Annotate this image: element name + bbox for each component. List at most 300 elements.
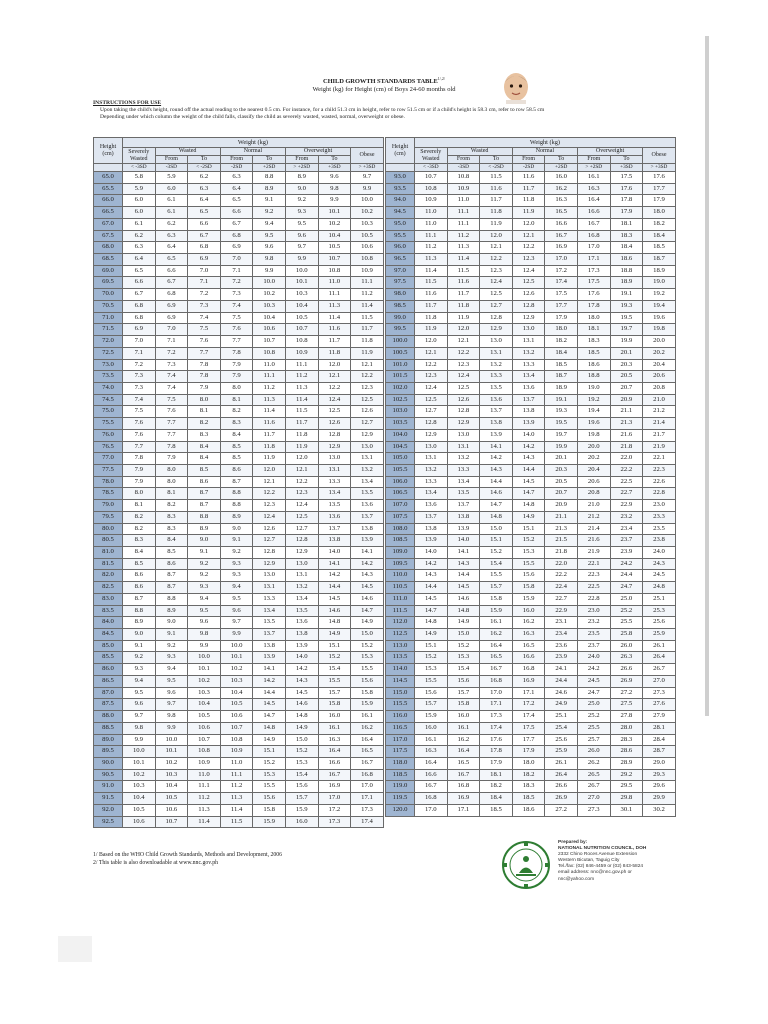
height-cell: 87.5 (94, 699, 123, 711)
weight-cell: 24.2 (577, 664, 610, 676)
table-row (94, 324, 384, 336)
height-cell: 107.0 (386, 500, 415, 512)
weight-cell: 25.5 (610, 617, 643, 629)
weight-cell: 7.9 (220, 371, 253, 383)
weight-cell: 17.2 (512, 699, 545, 711)
to-header: To (480, 156, 513, 164)
weight-cell: 9.7 (351, 172, 384, 184)
weight-cell: 19.2 (577, 394, 610, 406)
weight-cell: 19.6 (577, 418, 610, 430)
height-cell: 70.5 (94, 300, 123, 312)
weight-cell: 11.6 (512, 172, 545, 184)
weight-cell: 12.5 (351, 394, 384, 406)
weight-cell: 6.3 (123, 242, 156, 254)
weight-cell: 7.7 (220, 336, 253, 348)
weight-cell: 9.1 (123, 640, 156, 652)
from-header: From (447, 156, 480, 164)
weight-cell: 16.4 (351, 734, 384, 746)
table-row (94, 265, 384, 277)
weight-cell: 14.1 (253, 664, 286, 676)
weight-cell: 28.6 (610, 746, 643, 758)
weight-cell: 8.1 (155, 488, 188, 500)
weight-cell: 13.6 (285, 617, 318, 629)
height-cell: 92.5 (94, 816, 123, 828)
weight-cell: 16.9 (318, 781, 351, 793)
weight-cell: 9.4 (123, 675, 156, 687)
weight-cell: 23.4 (610, 523, 643, 535)
weight-cell: 11.4 (285, 394, 318, 406)
weight-cell: 26.4 (545, 769, 578, 781)
weight-cell: 11.5 (285, 406, 318, 418)
weight-cell: 13.6 (351, 500, 384, 512)
weight-cell: 8.7 (155, 570, 188, 582)
weight-cell: 8.4 (220, 429, 253, 441)
table-row (386, 664, 676, 676)
weight-cell: 12.0 (253, 464, 286, 476)
weight-cell: 17.4 (480, 722, 513, 734)
weight-cell: 8.5 (155, 547, 188, 559)
weight-cell: 16.7 (577, 218, 610, 230)
weight-cell: 15.3 (447, 652, 480, 664)
weight-cell: 20.7 (610, 382, 643, 394)
weight-cell: 18.0 (643, 207, 676, 219)
weight-cell: 11.4 (220, 804, 253, 816)
sd-label: -2SD (512, 164, 545, 172)
weight-cell: 8.2 (123, 523, 156, 535)
weight-cell: 8.5 (220, 453, 253, 465)
weight-cell: 7.0 (220, 254, 253, 266)
weight-cell: 17.9 (610, 207, 643, 219)
weight-cell: 11.8 (285, 429, 318, 441)
weight-cell: 9.8 (253, 254, 286, 266)
weight-cell: 10.1 (285, 277, 318, 289)
address-line-1: 2332 Chino Roces Avenue Extension (558, 852, 638, 858)
weight-cell: 11.1 (220, 769, 253, 781)
weight-cell: 15.8 (512, 582, 545, 594)
sd-label: -2SD (220, 164, 253, 172)
table-row (94, 558, 384, 570)
weight-cell: 12.6 (447, 394, 480, 406)
weight-cell: 15.3 (253, 769, 286, 781)
weight-cell: 12.7 (285, 523, 318, 535)
weight-cell: 13.9 (512, 418, 545, 430)
weight-cell: 8.3 (155, 523, 188, 535)
weight-cell: 20.7 (545, 488, 578, 500)
weight-cell: 7.9 (155, 453, 188, 465)
weight-cell: 26.3 (610, 652, 643, 664)
weight-cell: 13.1 (285, 570, 318, 582)
weight-cell: 13.6 (512, 382, 545, 394)
height-cell: 77.0 (94, 453, 123, 465)
weight-cell: 14.0 (415, 547, 448, 559)
height-cell: 68.0 (94, 242, 123, 254)
weight-cell: 27.3 (577, 804, 610, 816)
height-cell: 67.5 (94, 230, 123, 242)
weight-cell: 14.3 (512, 453, 545, 465)
weight-cell: 10.4 (155, 781, 188, 793)
height-cell: 67.0 (94, 218, 123, 230)
table-row (94, 406, 384, 418)
weight-cell: 7.6 (220, 324, 253, 336)
table-row (94, 640, 384, 652)
height-cell: 77.5 (94, 464, 123, 476)
weight-cell: 26.0 (577, 746, 610, 758)
weight-cell: 9.3 (123, 664, 156, 676)
weight-cell: 12.9 (447, 418, 480, 430)
weight-cell: 14.4 (253, 687, 286, 699)
weight-cell: 11.1 (188, 781, 221, 793)
normal-header: Normal (512, 148, 577, 156)
weight-cell: 17.8 (480, 746, 513, 758)
weight-cell: 23.0 (577, 605, 610, 617)
weight-cell: 11.3 (415, 254, 448, 266)
weight-cell: 11.3 (220, 793, 253, 805)
height-cell: 108.0 (386, 523, 415, 535)
table-row (94, 746, 384, 758)
table-row (94, 172, 384, 184)
height-cell: 110.0 (386, 570, 415, 582)
sd-label: < -2SD (480, 164, 513, 172)
weight-cell: 17.6 (577, 289, 610, 301)
scrollbar[interactable] (705, 36, 709, 716)
weight-cell: 9.8 (155, 711, 188, 723)
weight-cell: 14.8 (285, 711, 318, 723)
weight-cell: 26.9 (545, 793, 578, 805)
weight-cell: 25.2 (610, 605, 643, 617)
height-cell: 81.0 (94, 547, 123, 559)
weight-cell: 10.0 (351, 195, 384, 207)
title-superscript: 1/,2/ (437, 76, 445, 81)
height-cell: 109.5 (386, 558, 415, 570)
weight-cell: 17.1 (577, 254, 610, 266)
weight-cell: 25.9 (545, 746, 578, 758)
weight-cell: 10.9 (415, 195, 448, 207)
weight-cell: 6.1 (155, 195, 188, 207)
sd-label: > +3SD (643, 164, 676, 172)
table-row (94, 722, 384, 734)
weight-cell: 18.5 (480, 804, 513, 816)
weight-cell: 11.1 (447, 207, 480, 219)
weight-cell: 19.2 (643, 289, 676, 301)
weight-cell: 7.5 (155, 394, 188, 406)
sd-spacer (386, 164, 415, 172)
weight-cell: 20.0 (643, 336, 676, 348)
weight-cell: 7.4 (123, 394, 156, 406)
height-cell: 101.0 (386, 359, 415, 371)
weight-cell: 12.0 (415, 336, 448, 348)
weight-cell: 11.8 (415, 312, 448, 324)
weight-cell: 21.0 (577, 500, 610, 512)
weight-cell: 15.8 (351, 687, 384, 699)
weight-cell: 26.6 (610, 664, 643, 676)
weight-cell: 15.8 (253, 804, 286, 816)
weight-cell: 25.3 (643, 605, 676, 617)
weight-for-height-table-left (93, 137, 384, 828)
weight-cell: 8.3 (188, 429, 221, 441)
table-row (386, 254, 676, 266)
weight-cell: 11.1 (253, 371, 286, 383)
weight-cell: 21.8 (545, 547, 578, 559)
height-cell: 82.0 (94, 570, 123, 582)
weight-cell: 15.9 (512, 593, 545, 605)
weight-cell: 17.6 (643, 172, 676, 184)
instructions (93, 100, 563, 121)
height-cell: 105.5 (386, 464, 415, 476)
weight-cell: 14.4 (512, 464, 545, 476)
table-row (94, 394, 384, 406)
weight-cell: 11.1 (447, 218, 480, 230)
weight-cell: 29.9 (643, 793, 676, 805)
weight-cell: 10.6 (155, 804, 188, 816)
weight-cell: 6.7 (123, 289, 156, 301)
weight-cell: 9.4 (188, 593, 221, 605)
weight-cell: 12.5 (480, 289, 513, 301)
weight-cell: 16.8 (512, 664, 545, 676)
weight-cell: 12.4 (253, 511, 286, 523)
weight-cell: 11.7 (285, 418, 318, 430)
table-row (386, 371, 676, 383)
weight-cell: 12.7 (415, 406, 448, 418)
weight-cell: 27.0 (643, 675, 676, 687)
weight-cell: 18.2 (512, 769, 545, 781)
table-row (94, 675, 384, 687)
weight-cell: 11.9 (447, 312, 480, 324)
weight-cell: 11.6 (318, 324, 351, 336)
weight-cell: 6.5 (155, 254, 188, 266)
weight-cell: 24.4 (545, 675, 578, 687)
weight-cell: 18.2 (480, 781, 513, 793)
weight-cell: 13.8 (351, 523, 384, 535)
weight-cell: 11.1 (351, 277, 384, 289)
weight-cell: 9.1 (253, 195, 286, 207)
weight-cell: 17.3 (351, 804, 384, 816)
weight-cell: 11.3 (285, 382, 318, 394)
weight-cell: 23.8 (643, 535, 676, 547)
nnc-seal-icon (501, 840, 551, 890)
weight-cell: 12.8 (318, 429, 351, 441)
weight-cell: 14.1 (318, 558, 351, 570)
weight-cell: 10.8 (415, 183, 448, 195)
weight-cell: 10.8 (253, 347, 286, 359)
weight-cell: 19.7 (545, 429, 578, 441)
weight-cell: 7.4 (220, 300, 253, 312)
weight-cell: 11.4 (318, 312, 351, 324)
weight-cell: 14.9 (351, 617, 384, 629)
weight-cell: 14.8 (415, 617, 448, 629)
weight-cell: 28.7 (643, 746, 676, 758)
weight-cell: 7.7 (188, 347, 221, 359)
weight-cell: 13.2 (285, 582, 318, 594)
weight-cell: 8.2 (123, 511, 156, 523)
weight-cell: 13.1 (351, 453, 384, 465)
height-cell: 82.5 (94, 582, 123, 594)
weight-cell: 11.2 (188, 793, 221, 805)
weight-cell: 9.6 (318, 172, 351, 184)
weight-cell: 10.5 (188, 711, 221, 723)
weight-cell: 8.6 (188, 476, 221, 488)
weight-cell: 14.4 (480, 476, 513, 488)
org-name: NATIONAL NUTRITION COUNCIL, DOH (558, 846, 647, 852)
weight-cell: 20.3 (610, 359, 643, 371)
weight-cell: 14.8 (318, 617, 351, 629)
weight-cell: 14.2 (253, 675, 286, 687)
weight-cell: 20.3 (545, 464, 578, 476)
weight-cell: 14.6 (447, 593, 480, 605)
table-row (94, 605, 384, 617)
weight-cell: 12.5 (318, 406, 351, 418)
weight-cell: 11.2 (415, 242, 448, 254)
weight-cell: 17.9 (480, 757, 513, 769)
weight-cell: 12.6 (512, 289, 545, 301)
height-cell: 72.5 (94, 347, 123, 359)
weight-cell: 25.1 (545, 711, 578, 723)
weight-cell: 13.7 (480, 406, 513, 418)
table-row (386, 347, 676, 359)
weight-cell: 17.4 (545, 277, 578, 289)
table-row (386, 547, 676, 559)
weight-cell: 16.4 (447, 746, 480, 758)
height-cell: 116.0 (386, 711, 415, 723)
weight-cell: 15.2 (447, 640, 480, 652)
weight-cell: 10.8 (285, 336, 318, 348)
weight-cell: 7.8 (188, 371, 221, 383)
weight-cell: 15.6 (253, 793, 286, 805)
weight-cell: 10.1 (220, 652, 253, 664)
height-cell: 95.5 (386, 230, 415, 242)
weight-cell: 23.5 (643, 523, 676, 535)
weight-cell: 16.9 (545, 242, 578, 254)
severely-wasted-header: Severely Wasted (123, 148, 156, 164)
weight-cell: 10.7 (285, 324, 318, 336)
weight-cell: 11.9 (351, 347, 384, 359)
weight-cell: 21.9 (643, 441, 676, 453)
weight-cell: 14.8 (447, 605, 480, 617)
weight-cell: 11.2 (220, 781, 253, 793)
weight-cell: 17.6 (480, 734, 513, 746)
weight-cell: 6.1 (123, 218, 156, 230)
weight-cell: 23.9 (545, 652, 578, 664)
weight-cell: 8.7 (123, 593, 156, 605)
weight-cell: 23.7 (610, 535, 643, 547)
weight-cell: 6.9 (155, 312, 188, 324)
weight-cell: 24.8 (643, 582, 676, 594)
weight-cell: 13.1 (447, 441, 480, 453)
table-row (94, 347, 384, 359)
weight-cell: 9.0 (285, 183, 318, 195)
weight-cell: 14.9 (415, 629, 448, 641)
table-row (386, 289, 676, 301)
weight-cell: 13.0 (512, 324, 545, 336)
weight-cell: 7.1 (123, 347, 156, 359)
table-row (386, 336, 676, 348)
weight-cell: 8.9 (155, 605, 188, 617)
weight-for-height-table-right (385, 137, 676, 817)
weight-cell: 15.8 (447, 699, 480, 711)
weight-cell: 7.0 (155, 324, 188, 336)
weight-cell: 11.2 (253, 382, 286, 394)
weight-cell: 8.8 (188, 511, 221, 523)
weight-cell: 15.7 (285, 793, 318, 805)
sd-label: +2SD (545, 164, 578, 172)
weight-cell: 26.0 (610, 640, 643, 652)
weight-cell: 9.1 (188, 547, 221, 559)
weight-cell: 20.6 (577, 476, 610, 488)
weight-cell: 15.1 (415, 640, 448, 652)
weight-cell: 14.0 (318, 547, 351, 559)
weight-cell: 19.1 (610, 289, 643, 301)
weight-cell: 25.5 (577, 722, 610, 734)
weight-cell: 28.1 (643, 722, 676, 734)
footnote-2: 2/ This table is also downloadable at www.nnc.gov.ph (93, 859, 219, 866)
height-cell: 93.5 (386, 183, 415, 195)
weight-cell: 13.9 (253, 652, 286, 664)
weight-cell: 25.0 (610, 593, 643, 605)
table-row (386, 652, 676, 664)
weight-cell: 18.7 (545, 371, 578, 383)
weight-cell: 8.1 (123, 500, 156, 512)
weight-cell: 12.8 (415, 418, 448, 430)
table-row (94, 488, 384, 500)
weight-cell: 21.3 (610, 418, 643, 430)
table-row (94, 769, 384, 781)
weight-cell: 8.1 (188, 406, 221, 418)
weight-cell: 12.3 (253, 500, 286, 512)
weight-cell: 6.0 (123, 207, 156, 219)
weight-cell: 16.6 (415, 769, 448, 781)
weight-cell: 13.5 (253, 617, 286, 629)
weight-cell: 6.6 (188, 218, 221, 230)
height-cell: 76.0 (94, 429, 123, 441)
weight-cell: 11.7 (512, 183, 545, 195)
weight-cell: 18.4 (643, 230, 676, 242)
weight-cell: 17.5 (512, 722, 545, 734)
weight-cell: 13.2 (351, 464, 384, 476)
weight-cell: 9.9 (253, 265, 286, 277)
weight-cell: 29.2 (610, 769, 643, 781)
weight-cell: 15.3 (512, 547, 545, 559)
weight-cell: 19.4 (577, 406, 610, 418)
weight-cell: 11.1 (318, 289, 351, 301)
weight-cell: 10.6 (253, 324, 286, 336)
weight-cell: 10.7 (318, 254, 351, 266)
weight-cell: 14.8 (253, 722, 286, 734)
weight-cell: 7.2 (220, 277, 253, 289)
weight-cell: 18.6 (610, 254, 643, 266)
weight-cell: 15.4 (318, 664, 351, 676)
weight-cell: 11.4 (351, 300, 384, 312)
weight-cell: 13.0 (285, 558, 318, 570)
weight-cell: 14.3 (351, 570, 384, 582)
weight-cell: 13.0 (447, 429, 480, 441)
height-cell: 100.5 (386, 347, 415, 359)
weight-cell: 8.4 (123, 547, 156, 559)
weight-cell: 11.3 (447, 242, 480, 254)
table-row (94, 476, 384, 488)
weight-cell: 11.3 (253, 394, 286, 406)
weight-cell: 23.2 (610, 511, 643, 523)
height-cell: 117.0 (386, 734, 415, 746)
weight-cell: 7.9 (123, 476, 156, 488)
weight-cell: 20.5 (610, 371, 643, 383)
weight-cell: 22.4 (545, 582, 578, 594)
table-row (386, 617, 676, 629)
table-row (386, 230, 676, 242)
weight-cell: 10.5 (123, 804, 156, 816)
weight-cell: 8.6 (155, 558, 188, 570)
weight-cell: 19.0 (577, 382, 610, 394)
weight-cell: 12.3 (285, 488, 318, 500)
weight-cell: 11.8 (253, 441, 286, 453)
